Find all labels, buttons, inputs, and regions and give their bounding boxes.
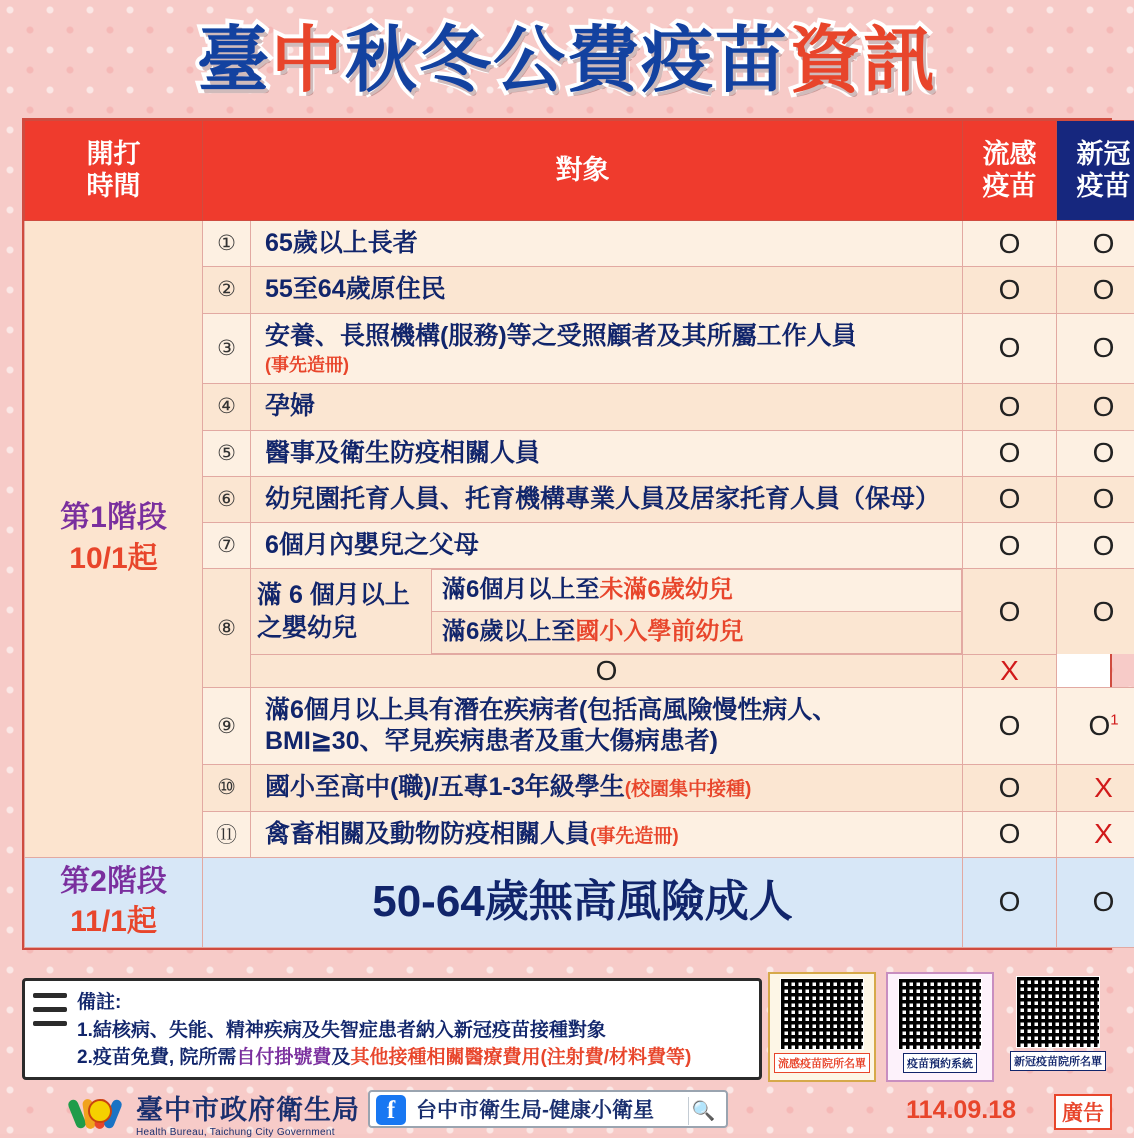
header-covid-line1: 新冠 — [1057, 139, 1134, 171]
row8-sub1-highlight: 未滿6歲幼兒 — [599, 576, 732, 603]
row8-subrow-1 — [431, 569, 962, 612]
row-number: ⑪ — [203, 811, 251, 857]
qr-code-area — [768, 972, 1112, 1082]
row-object-note: (事先造冊) — [590, 826, 679, 847]
qr-code-icon — [1016, 976, 1100, 1048]
row-number: ④ — [203, 384, 251, 430]
row8-left-label: 滿 6 個月以上之嬰幼兒 — [257, 579, 423, 644]
facebook-page-name: 台中市衛生局-健康小衛星 — [416, 1094, 654, 1124]
vaccine-schedule-table — [22, 118, 1112, 950]
notes-line2-c: 及 — [331, 1047, 350, 1068]
header-time-line2: 時間 — [25, 171, 202, 203]
qr-caption: 新冠疫苗院所名單 — [1010, 1051, 1106, 1071]
header-flu — [963, 121, 1057, 221]
row-number: ⑨ — [203, 687, 251, 765]
row-object: 滿6個月以上具有潛在疾病者(包括高風險慢性病人、BMI≧30、罕見疾病患者及重大傷病患者) — [251, 687, 963, 765]
note-lines-icon — [33, 993, 67, 1035]
notes-line-1: 1.結核病、失能、精神疾病及失智症患者納入新冠疫苗接種對象 — [77, 1017, 749, 1045]
table-row-stage2 — [25, 857, 1134, 947]
row-number: ② — [203, 267, 251, 313]
row8-sub2-prefix: 滿6歲以上至 — [442, 618, 575, 645]
row8-sub1-prefix: 滿6個月以上至 — [442, 576, 599, 603]
facebook-bar[interactable] — [368, 1090, 728, 1128]
row-flu-mark: O — [963, 313, 1057, 384]
row8-sub2-highlight: 國小入學前幼兒 — [575, 618, 743, 645]
row-flu-mark: O — [251, 654, 963, 687]
row-flu-mark: O — [963, 765, 1057, 811]
publish-date: 114.09.18 — [906, 1096, 1016, 1125]
row-flu-mark: O — [963, 384, 1057, 430]
row-object: 醫事及衛生防疫相關人員 — [251, 430, 963, 476]
search-icon[interactable]: 🔍 — [688, 1097, 718, 1125]
qr-reservation-system[interactable] — [886, 972, 994, 1082]
row-covid-mark — [1057, 687, 1134, 765]
row-object-text: 國小至高中(職)/五專1-3年級學生 — [265, 773, 625, 801]
notes-title: 備註: — [77, 989, 749, 1017]
stage2-covid-mark: O — [1057, 857, 1134, 947]
header-covid — [1057, 121, 1134, 221]
row-covid-mark: O — [1057, 569, 1134, 655]
row-flu-mark: O — [963, 430, 1057, 476]
table-header-row — [25, 121, 1134, 221]
ad-badge: 廣告 — [1054, 1094, 1112, 1130]
row-covid-mark: O — [1057, 523, 1134, 569]
logo-icon — [72, 1093, 128, 1133]
row-flu-mark: O — [963, 267, 1057, 313]
notes-box — [22, 978, 762, 1080]
notes-line2-a: 2.疫苗免費, 院所需 — [77, 1047, 236, 1068]
facebook-icon: f — [376, 1095, 406, 1125]
header-covid-line2: 疫苗 — [1057, 171, 1134, 203]
stage1-label-cell — [25, 221, 203, 858]
row-flu-mark: O — [963, 687, 1057, 765]
row-object: 幼兒園托育人員、托育機構專業人員及居家托育人員（保母） — [251, 476, 963, 522]
stage2-label-line1: 第2階段 — [25, 862, 202, 903]
row-flu-mark: O — [963, 221, 1057, 267]
header-time-line1: 開打 — [25, 139, 202, 171]
stage1-label-line1: 第1階段 — [25, 498, 202, 539]
row8-subrow-2 — [431, 612, 962, 654]
row-flu-mark: O — [963, 811, 1057, 857]
row-number: ⑩ — [203, 765, 251, 811]
qr-caption: 流感疫苗院所名單 — [774, 1053, 870, 1073]
row-object-note: (校園集中接種) — [625, 779, 752, 800]
row-number: ⑤ — [203, 430, 251, 476]
stage2-label-line2: 11/1起 — [25, 902, 202, 943]
row-covid-mark: O — [1057, 384, 1134, 430]
qr-code-icon — [898, 978, 982, 1050]
row-number: ⑦ — [203, 523, 251, 569]
row-covid-mark: O — [1057, 476, 1134, 522]
row-object: 6個月內嬰兒之父母 — [251, 523, 963, 569]
row-covid-mark: X — [1057, 765, 1134, 811]
row-covid-footnote: 1 — [1110, 712, 1118, 729]
row-flu-mark: O — [963, 523, 1057, 569]
title-part-3: 秋冬公費疫苗 — [345, 2, 789, 106]
row-object-text: 禽畜相關及動物防疫相關人員 — [265, 820, 590, 848]
org-name-en: Health Bureau, Taichung City Government — [136, 1127, 360, 1138]
org-name — [136, 1088, 360, 1138]
poster-header — [0, 0, 1134, 108]
row-object — [251, 313, 963, 384]
row-object — [251, 765, 963, 811]
org-logo — [72, 1088, 360, 1138]
row-object-note: (事先造冊) — [265, 354, 952, 377]
qr-caption: 疫苗預約系統 — [903, 1053, 977, 1073]
row-covid-mark-text: O — [1088, 710, 1110, 741]
title-part-1: 臺 — [197, 2, 271, 106]
row-object: 65歲以上長者 — [251, 221, 963, 267]
org-name-cn: 臺中市政府衛生局 — [136, 1088, 360, 1127]
row-object — [251, 569, 963, 655]
row-covid-mark: X — [963, 654, 1057, 687]
row-object: 孕婦 — [251, 384, 963, 430]
notes-line2-b: 自付掛號費 — [236, 1047, 331, 1068]
header-object: 對象 — [203, 121, 963, 221]
poster-footer — [0, 1086, 1134, 1134]
qr-code-icon — [780, 978, 864, 1050]
qr-covid-clinics[interactable] — [1004, 972, 1112, 1082]
page-title — [197, 2, 937, 106]
row-number: ③ — [203, 313, 251, 384]
stage1-label-line2: 10/1起 — [25, 539, 202, 580]
title-part-2: 中 — [271, 2, 345, 106]
row-covid-mark: O — [1057, 267, 1134, 313]
qr-flu-clinics[interactable] — [768, 972, 876, 1082]
header-flu-line2: 疫苗 — [963, 171, 1056, 203]
stage2-label-cell — [25, 857, 203, 947]
row-object — [251, 811, 963, 857]
notes-line2-d: 其他接種相關醫療費用(注射費/材料費等) — [350, 1047, 691, 1068]
row-object-text: 安養、長照機構(服務)等之受照顧者及其所屬工作人員 — [265, 322, 857, 350]
row-object: 55至64歲原住民 — [251, 267, 963, 313]
row-flu-mark: O — [963, 569, 1057, 655]
title-part-4: 資訊 — [789, 2, 937, 106]
header-flu-line1: 流感 — [963, 139, 1056, 171]
stage2-object: 50-64歲無高風險成人 — [203, 857, 963, 947]
row-covid-mark: O — [1057, 313, 1134, 384]
row-number: ⑧ — [203, 569, 251, 688]
row-covid-mark: X — [1057, 811, 1134, 857]
row-covid-mark: O — [1057, 430, 1134, 476]
notes-line-2 — [77, 1044, 749, 1072]
row-number: ① — [203, 221, 251, 267]
table-row — [25, 221, 1134, 267]
row-covid-mark: O — [1057, 221, 1134, 267]
row-flu-mark: O — [963, 476, 1057, 522]
stage2-flu-mark: O — [963, 857, 1057, 947]
row-number: ⑥ — [203, 476, 251, 522]
header-time — [25, 121, 203, 221]
